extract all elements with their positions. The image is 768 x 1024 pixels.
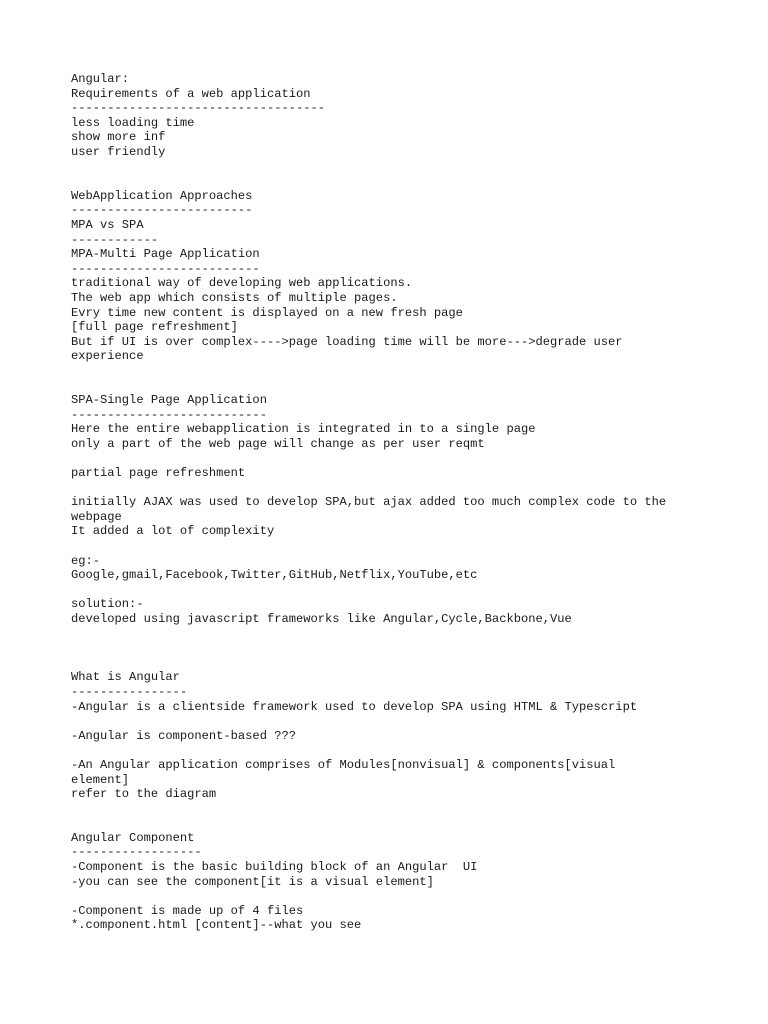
blank-line — [71, 451, 731, 466]
blank-line — [71, 583, 731, 598]
blank-line — [71, 802, 731, 817]
text-line: -Angular is component-based ??? — [71, 728, 296, 743]
text-line: traditional way of developing web applications. — [71, 276, 413, 291]
text-line: MPA-Multi Page Application — [71, 247, 260, 262]
text-line: The web app which consists of multiple pages. — [71, 290, 398, 305]
underline-rule: ---------------- — [71, 684, 188, 699]
text-line: [full page refreshment] — [71, 320, 238, 335]
text-line: -you can see the component[it is a visual element] — [71, 874, 434, 889]
blank-line — [71, 378, 731, 393]
underline-rule: --------------------------- — [71, 407, 267, 422]
text-line: webpage — [71, 509, 122, 524]
text-line: Here the entire webapplication is integrated in to a single page — [71, 422, 536, 437]
document-text — [71, 72, 731, 933]
text-line: Google,gmail,Facebook,Twitter,GitHub,Netflix,YouTube,etc — [71, 568, 478, 583]
underline-rule: ------------ — [71, 232, 159, 247]
text-line: MPA vs SPA — [71, 217, 144, 232]
underline-rule: ----------------------------------- — [71, 101, 326, 116]
text-line: Angular Component — [71, 830, 195, 845]
text-line: -An Angular application comprises of Modules[nonvisual] & components[visual — [71, 757, 616, 772]
text-line: initially AJAX was used to develop SPA,but ajax added too much complex code to the — [71, 495, 667, 510]
blank-line — [71, 816, 731, 831]
text-line: less loading time — [71, 115, 195, 130]
text-line: only a part of the web page will change as per user reqmt — [71, 436, 485, 451]
blank-line — [71, 656, 731, 671]
blank-line — [71, 481, 731, 496]
text-line: show more inf — [71, 130, 166, 145]
text-line: eg:- — [71, 553, 101, 568]
blank-line — [71, 627, 731, 642]
blank-line — [71, 174, 731, 189]
blank-line — [71, 539, 731, 554]
text-line: -Component is the basic building block of an Angular UI — [71, 860, 478, 875]
text-line: *.component.html [content]--what you see — [71, 918, 362, 933]
blank-line — [71, 889, 731, 904]
underline-rule: ------------------------- — [71, 203, 253, 218]
underline-rule: ------------------ — [71, 845, 202, 860]
blank-line — [71, 364, 731, 379]
text-line: -Component is made up of 4 files — [71, 903, 304, 918]
text-line: It added a lot of complexity — [71, 524, 275, 539]
text-line: WebApplication Approaches — [71, 188, 253, 203]
text-line: user friendly — [71, 144, 166, 159]
text-line: But if UI is over complex---->page loading time will be more--->degrade user — [71, 334, 623, 349]
text-line: Evry time new content is displayed on a new fresh page — [71, 305, 463, 320]
text-line: Requirements of a web application — [71, 86, 311, 101]
blank-line — [71, 714, 731, 729]
text-line: What is Angular — [71, 670, 180, 685]
blank-line — [71, 160, 731, 175]
text-line: partial page refreshment — [71, 466, 246, 481]
text-line: element] — [71, 772, 130, 787]
text-line: -Angular is a clientside framework used to develop SPA using HTML & Typescript — [71, 699, 638, 714]
text-line: experience — [71, 349, 144, 364]
text-line: refer to the diagram — [71, 787, 217, 802]
underline-rule: -------------------------- — [71, 261, 260, 276]
blank-line — [71, 743, 731, 758]
text-line: solution:- — [71, 597, 144, 612]
text-line: Angular: — [71, 72, 130, 86]
text-line: developed using javascript frameworks like Angular,Cycle,Backbone,Vue — [71, 611, 572, 626]
blank-line — [71, 641, 731, 656]
text-line: SPA-Single Page Application — [71, 393, 267, 408]
